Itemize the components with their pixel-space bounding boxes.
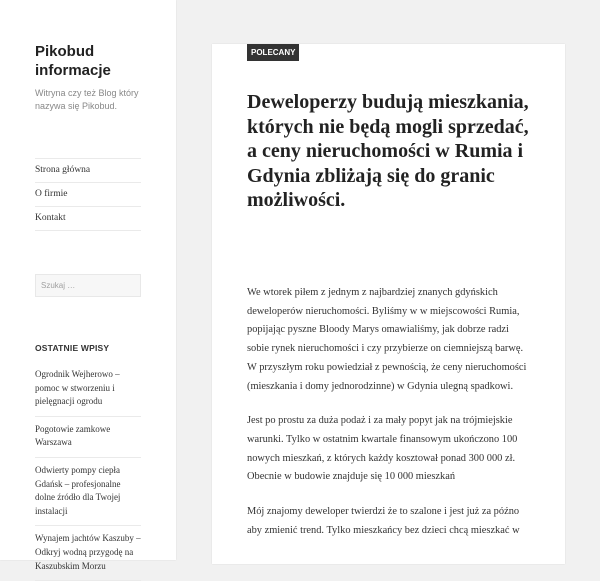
post-paragraph: Mój znajomy deweloper twierdzi że to szalone i jest już za późno aby zmienić trend. Tylko mieszkańcy bez dzieci chcą mieszkać w <box>247 506 520 536</box>
sidebar <box>0 0 176 571</box>
post-body <box>247 284 527 556</box>
menu-item-about[interactable]: O firmie <box>35 183 141 207</box>
post-content <box>212 44 565 564</box>
recent-post-link[interactable]: Pogotowie zamkowe Warszawa <box>35 417 141 458</box>
recent-post-link[interactable]: Wynajem jachtów Kaszuby – Odkryj wodną przygodę na Kaszubskim Morzu <box>35 526 141 581</box>
menu-item-home[interactable]: Strona główna <box>35 159 141 183</box>
site-title[interactable]: Pikobud informacje <box>35 43 111 79</box>
post-paragraph: Jest po prostu za duża podaż i za mały popyt jak na trójmiejskie warunki. Tylko w ostatnim kwartale finansowym ukończono 100 nowych mieszkań, z których każdy kosztował ponad 300 000 zł. Obecnie w budowie znajduje się 10 000 mieszkań <box>247 415 518 483</box>
recent-posts-list <box>35 362 141 581</box>
recent-post-link[interactable]: Ogrodnik Wejherowo – pomoc w stworzeniu i pielęgnacji ogrodu <box>35 362 141 417</box>
search-input[interactable] <box>35 274 141 297</box>
recent-post-link[interactable]: Odwierty pompy ciepła Gdańsk – profesjonalne dolne źródło dla Twojej instalacji <box>35 458 141 526</box>
post-paragraph: We wtorek piłem z jednym z najbardziej znanych gdyńskich deweloperów nieruchomości. Byliśmy w w miejscowości Rumia, popijając pyszne Bloody Marys omawialiśmy, jak dobrze radzi sobie rynek nieruchomości i czy przybierze on ciemniejszą barwę. W przyszłym roku powiedział z pewnością, że ceny nieruchomości (mieszkania i domy jednorodzinne) w Gdynia ulegną spadkowi. <box>247 287 527 392</box>
main-menu <box>35 158 141 231</box>
menu-item-contact[interactable]: Kontakt <box>35 207 141 231</box>
post-title[interactable]: Deweloperzy budują mieszkania, których nie będą mogli sprzedać, a ceny nieruchomości w Rumia i Gdynia zbliżają się do granic możliwości. <box>247 91 529 211</box>
featured-badge: POLECANY <box>247 44 299 61</box>
site-description: Witryna czy też Blog który nazywa się Pikobud. <box>35 88 139 111</box>
recent-posts-heading: OSTATNIE WPISY <box>35 343 110 353</box>
